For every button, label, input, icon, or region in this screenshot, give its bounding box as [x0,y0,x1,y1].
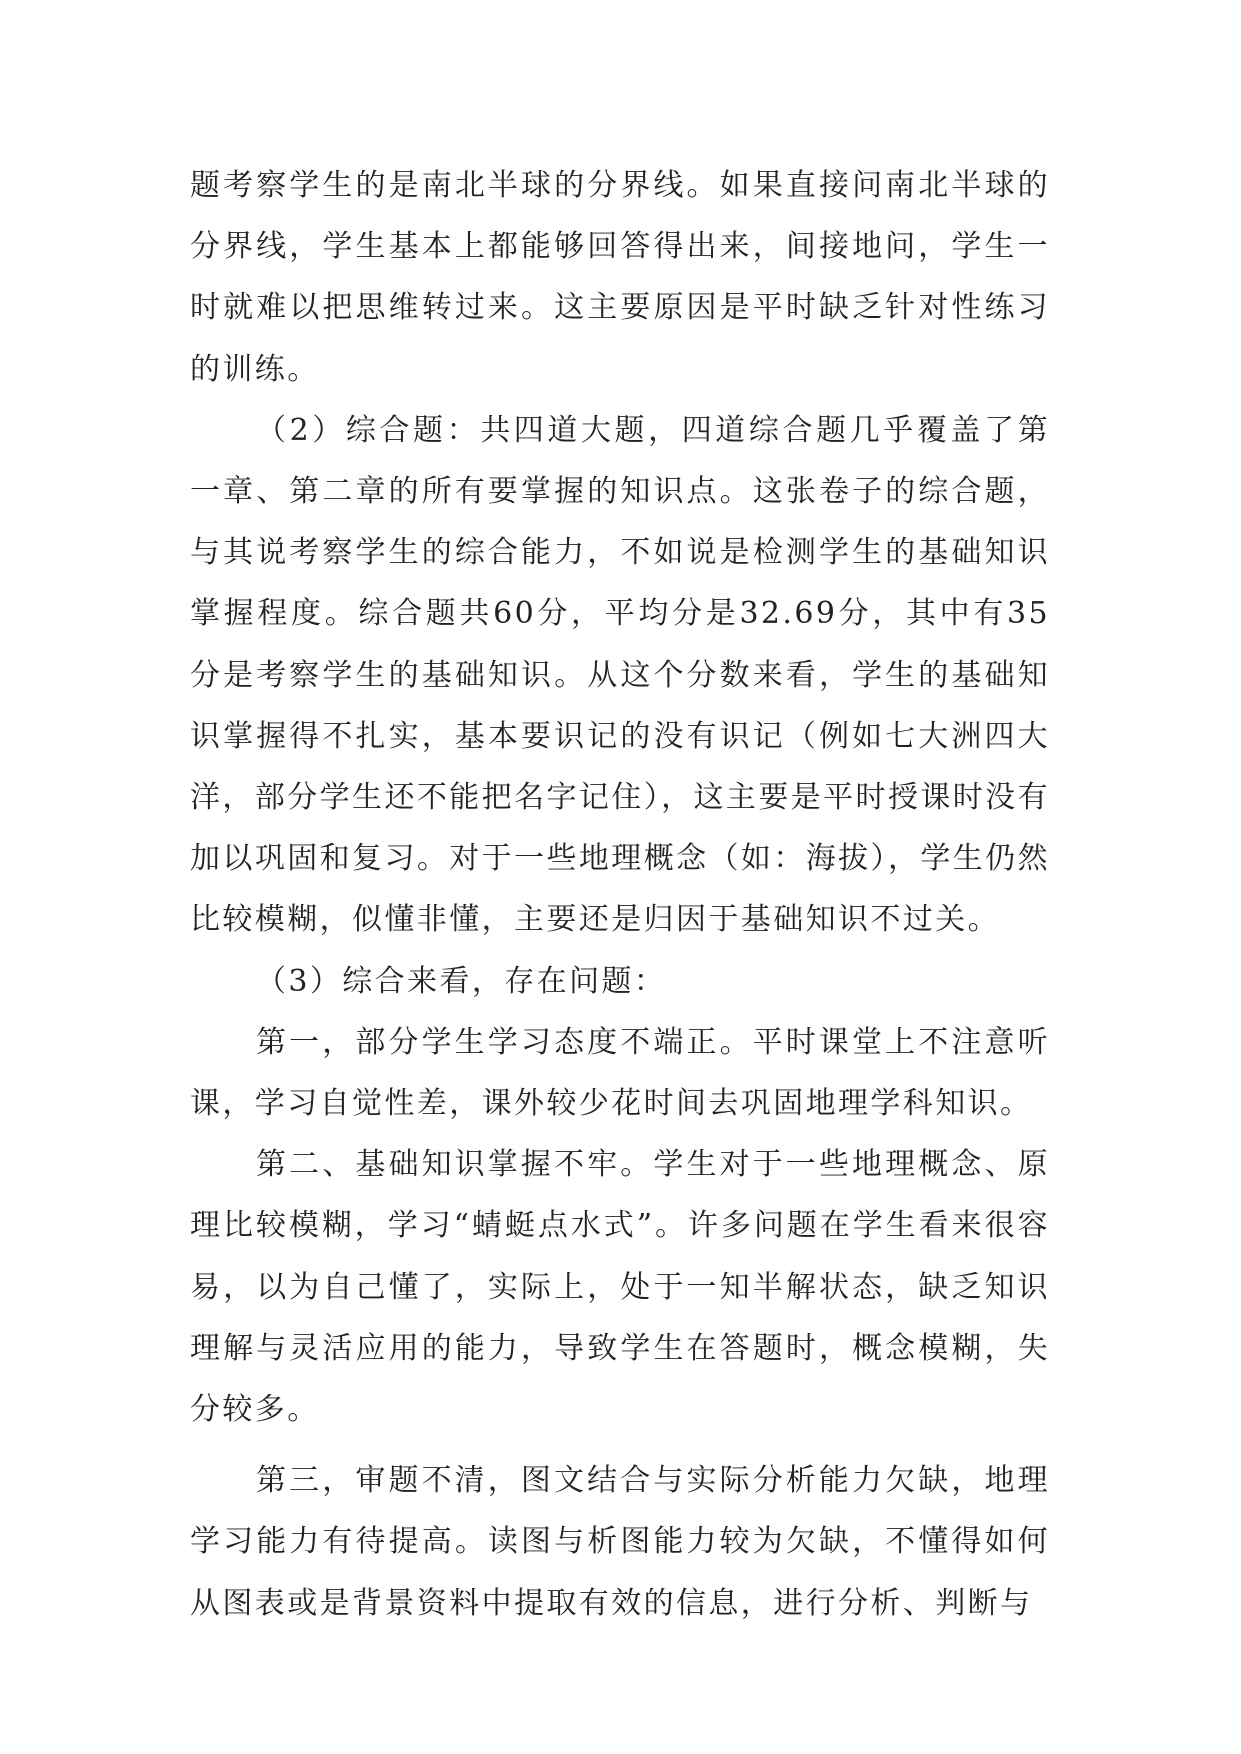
document-body [190,155,1050,1634]
paragraph-continuation: 题考察学生的是南北半球的分界线。如果直接问南北半球的分界线，学生基本上都能够回答得出来，间接地问，学生一时就难以把思维转过来。这主要原因是平时缺乏针对性练习的训练。 [190,168,1050,387]
paragraph-overall-problems-heading: （3）综合来看，存在问题： [256,963,667,999]
paragraph-comprehensive-questions: （2）综合题：共四道大题，四道综合题几乎覆盖了第一章、第二章的所有要掌握的知识点。这张卷子的综合题，与其说考察学生的综合能力，不如说是检测学生的基础知识掌握程度。综合题共60分，平均分是32.69分，其中有35分是考察学生的基础知识。从这个分数来看，学生的基础知识掌握得不扎实，基本要识记的没有识记（例如七大洲四大洋，部分学生还不能把名字记住），这主要是平时授课时没有加以巩固和复习。对于一些地理概念（如：海拔），学生仍然比较模糊，似懂非懂，主要还是归因于基础知识不过关。 [190,412,1050,938]
paragraph-problem-two: 第二、基础知识掌握不牢。学生对于一些地理概念、原理比较模糊，学习“蜻蜓点水式”。许多问题在学生看来很容易，以为自己懂了，实际上，处于一知半解状态，缺乏知识理解与灵活应用的能力，导致学生在答题时，概念模糊，失分较多。 [190,1147,1050,1428]
paragraph-problem-three: 第三，审题不清，图文结合与实际分析能力欠缺，地理学习能力有待提高。读图与析图能力较为欠缺，不懂得如何从图表或是背景资料中提取有效的信息，进行分析、判断与 [190,1463,1050,1621]
paragraph-problem-one: 第一，部分学生学习态度不端正。平时课堂上不注意听课，学习自觉性差，课外较少花时间去巩固地理学科知识。 [190,1024,1050,1122]
